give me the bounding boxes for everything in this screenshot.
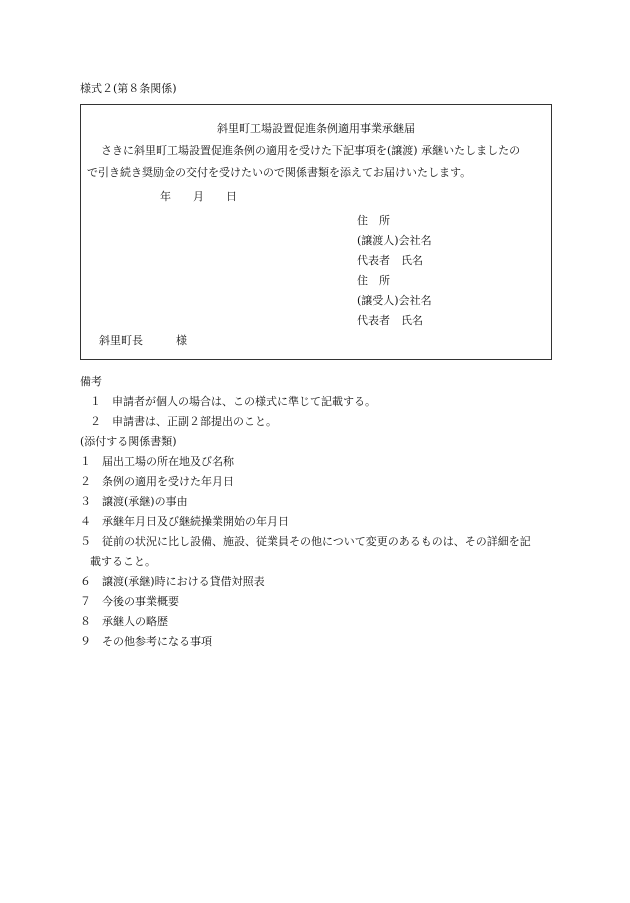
signature-address-1: 住 所: [357, 214, 390, 227]
attachment-item: ８ 承継人の略歴: [80, 615, 168, 628]
signature-representative-1: 代表者 氏名: [357, 254, 423, 267]
signature-representative-2: 代表者 氏名: [357, 314, 423, 327]
signature-company-transferor: (譲渡人)会社名: [357, 234, 432, 247]
attachment-item: ４ 承継年月日及び継続操業開始の年月日: [80, 515, 289, 528]
signature-company-transferee: (譲受人)会社名: [357, 294, 432, 307]
form-title: 斜里町工場設置促進条例適用事業承継届: [217, 122, 415, 135]
attachment-item: ７ 今後の事業概要: [80, 595, 179, 608]
date-line: 年 月 日: [160, 190, 237, 203]
body-text-line-2: で引き続き奨励金の交付を受けたいので関係書類を添えてお届けいたします。: [87, 166, 472, 179]
addressee: 斜里町長 様: [99, 334, 187, 347]
signature-address-2: 住 所: [357, 274, 390, 287]
attachment-item: ６ 譲渡(承継)時における貸借対照表: [80, 575, 265, 588]
form-label: 様式２(第８条関係): [80, 82, 177, 95]
attachment-item: ３ 譲渡(承継)の事由: [80, 495, 188, 508]
body-text-line-1: さきに斜里町工場設置促進条例の適用を受けた下記事項を(譲渡) 承継いたしましたの: [101, 144, 521, 157]
remark-item: ２ 申請書は、正副２部提出のこと。: [90, 415, 277, 428]
attachment-item: ２ 条例の適用を受けた年月日: [80, 475, 234, 488]
attachment-item: １ 届出工場の所在地及び名称: [80, 455, 234, 468]
remarks-heading: 備考: [80, 375, 102, 388]
attachment-item: ５ 従前の状況に比し設備、施設、従業員その他について変更のあるものは、その詳細を記: [80, 535, 531, 548]
form-box: [80, 104, 552, 360]
attachment-item-continuation: 載すること。: [90, 555, 156, 568]
attachments-heading: (添付する関係書類): [80, 435, 177, 448]
attachment-item: ９ その他参考になる事項: [80, 635, 212, 648]
remark-item: １ 申請者が個人の場合は、この様式に準じて記載する。: [90, 395, 376, 408]
